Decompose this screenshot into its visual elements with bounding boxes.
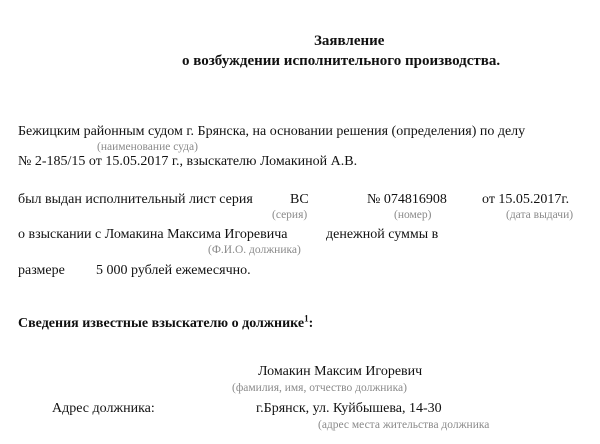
writ-number-hint: (номер) [394,209,432,221]
court-hint: (наименование суда) [97,141,198,153]
section-heading: Сведения известные взыскателю о должнике$^1$: [18,313,314,331]
writ-number: № 074816908 [367,192,447,207]
size-value: 5 000 рублей ежемесячно. [96,263,251,278]
writ-series-hint: (серия) [272,209,308,221]
document-title: Заявление [314,33,385,49]
footnote-mark: 1 [304,313,309,324]
address-hint: (адрес места жительства должника [318,419,490,431]
writ-prefix: был выдан исполнительный лист серия [18,192,253,207]
debtor-name-hint: (фамилия, имя, отчество должника) [232,382,407,394]
case-line: № 2-185/15 от 15.05.2017 г., взыскателю Ломакиной А.В. [18,154,358,169]
debtor-fio-hint: (Ф.И.О. должника) [208,244,301,256]
writ-series: ВС [290,192,309,207]
court-line: Бежицким районным судом г. Брянска, на основании решения (определения) по делу [18,124,526,139]
recovery-line: о взыскании с Ломакина Максима Игоревича [18,227,288,242]
debtor-address: г.Брянск, ул. Куйбышева, 14-30 [256,401,442,416]
writ-date: от 15.05.2017г. [482,192,570,207]
writ-date-hint: (дата выдачи) [506,209,574,221]
size-label: размере [18,263,65,278]
debtor-name: Ломакин Максим Игоревич [258,364,423,379]
recovery-amount-text: денежной суммы в [326,227,439,242]
document-subtitle: о возбуждении исполнительного производства. [182,53,501,69]
address-label: Адрес должника: [52,401,155,416]
